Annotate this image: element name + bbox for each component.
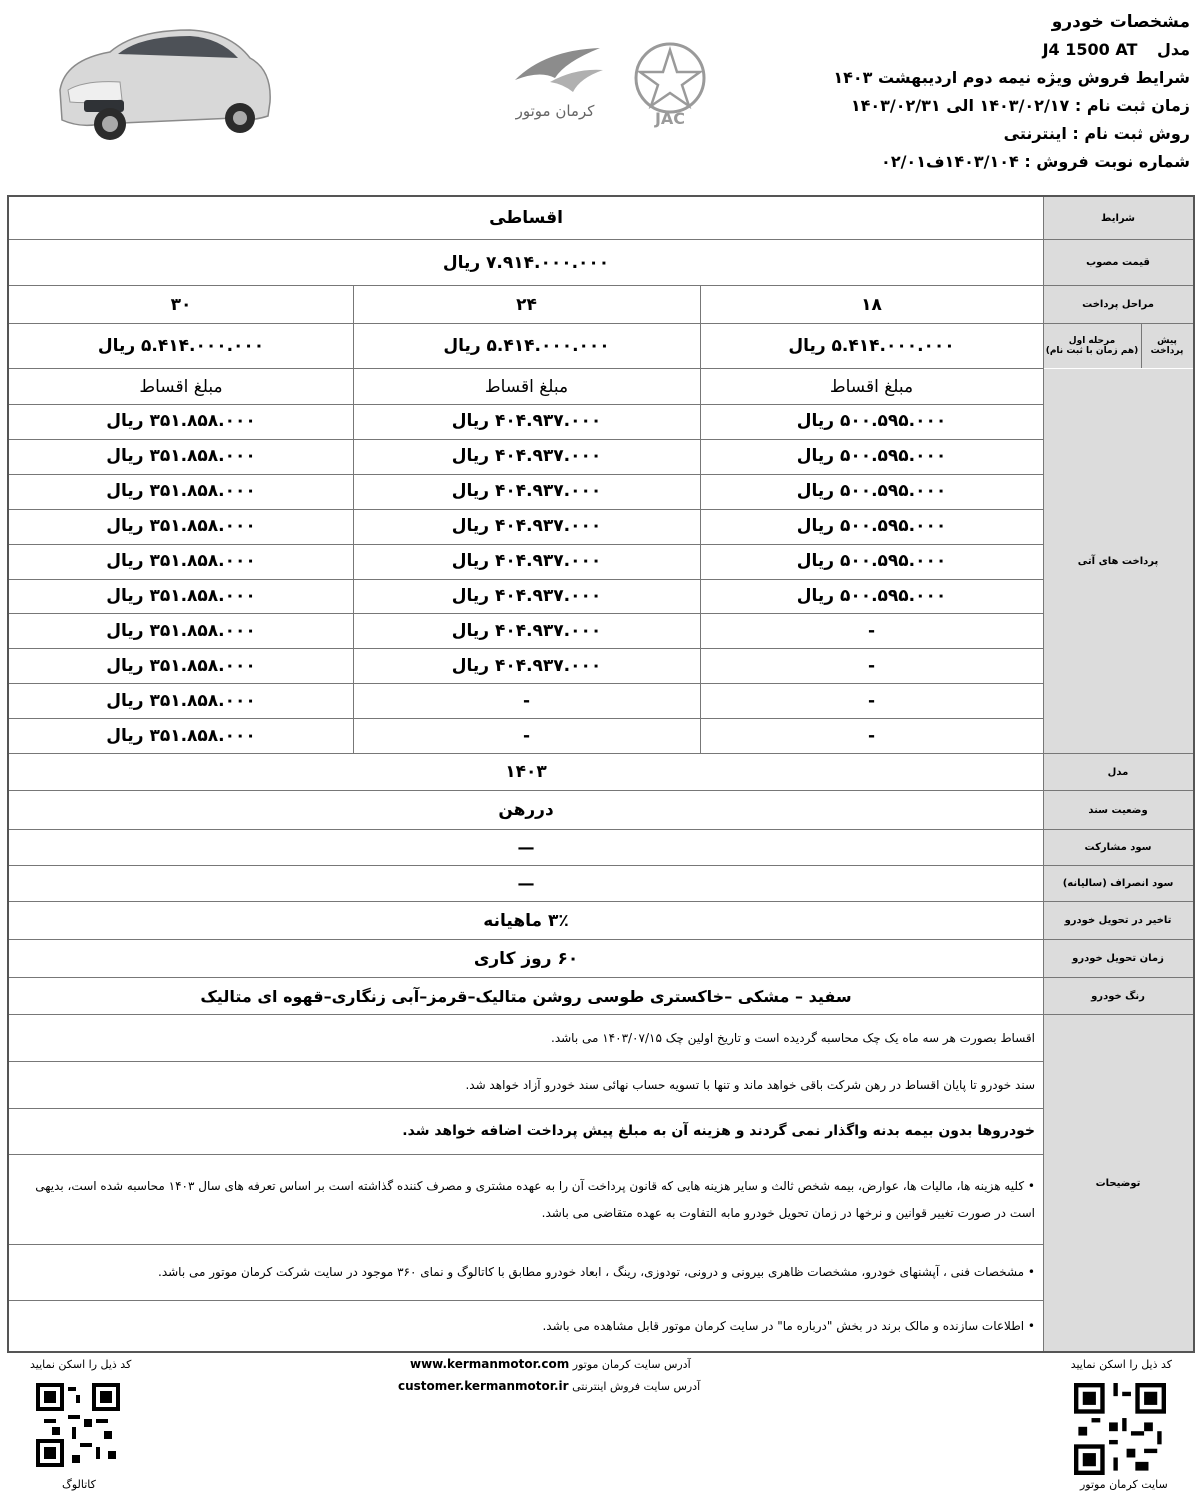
installment-amount: ۴۰۴.۹۳۷.۰۰۰ ریال	[451, 516, 602, 537]
prepayment-18: ۵.۴۱۴.۰۰۰.۰۰۰ ریال	[788, 336, 955, 356]
delivery-time-value: ۶۰ روز کاری	[473, 948, 579, 969]
installment-amount: ۴۰۴.۹۳۷.۰۰۰ ریال	[451, 655, 602, 676]
note-3: خودروها بدون بیمه بدنه واگذار نمی گردند و هزینه آن به مبلغ پیش پرداخت اضافه خواهد شد.	[402, 1123, 1035, 1139]
approved-price-value: ۷.۹۱۴.۰۰۰.۰۰۰ ریال	[442, 252, 610, 273]
kerman-motor-logo	[515, 48, 603, 92]
shop-url[interactable]: customer.kermanmotor.ir	[398, 1379, 569, 1393]
conditions-value: اقساطی	[489, 208, 563, 228]
participation-profit-value: —	[517, 837, 535, 858]
site-caption: سایت کرمان موتور	[1080, 1478, 1168, 1491]
label-cancellation-profit: سود انصراف (سالیانه)	[1043, 866, 1193, 901]
label-document-status: وضعیت سند	[1043, 791, 1193, 829]
model-label: مدل	[1156, 40, 1190, 59]
installment-amount: ۵۰۰.۵۹۵.۰۰۰ ریال	[796, 481, 947, 502]
site-label: آدرس سایت کرمان موتور	[572, 1358, 691, 1371]
plan-18-months: ۱۸	[861, 294, 882, 315]
plan-30-months: ۳۰	[170, 294, 192, 315]
installment-header: مبلغ اقساط	[829, 376, 914, 397]
installment-amount: ۳۵۱.۸۵۸.۰۰۰ ریال	[106, 446, 256, 467]
scan-hint-left: کد ذیل را اسکن نمایید	[30, 1358, 132, 1371]
installment-amount: ۵۰۰.۵۹۵.۰۰۰ ریال	[796, 446, 947, 467]
installment-header: مبلغ اقساط	[139, 376, 223, 397]
installment-amount: ۴۰۴.۹۳۷.۰۰۰ ریال	[451, 446, 602, 467]
page-header	[0, 0, 1200, 195]
brand-logos	[505, 40, 725, 130]
label-participation-profit: سود مشارکت	[1043, 830, 1193, 865]
first-stage-text: مرحله اول	[1068, 336, 1116, 346]
installment-amount: ۵۰۰.۵۹۵.۰۰۰ ریال	[796, 551, 947, 572]
registration-method: روش ثبت نام : اینترنتی	[1003, 124, 1190, 143]
cancellation-profit-value: —	[517, 873, 535, 894]
jac-logo	[636, 44, 704, 112]
installment-amount: ۳۵۱.۸۵۸.۰۰۰ ریال	[106, 411, 256, 432]
installment-amount: ۳۵۱.۸۵۸.۰۰۰ ریال	[106, 690, 256, 711]
installment-amount: ۵۰۰.۵۹۵.۰۰۰ ریال	[796, 411, 947, 432]
installment-amount: ۳۵۱.۸۵۸.۰۰۰ ریال	[106, 551, 256, 572]
prepayment-24: ۵.۴۱۴.۰۰۰.۰۰۰ ریال	[443, 336, 610, 356]
installment-amount: ۵۰۰.۵۹۵.۰۰۰ ریال	[796, 516, 947, 537]
model-year-value: ۱۴۰۳	[505, 762, 547, 782]
registration-time: زمان ثبت نام : ۱۴۰۳/۰۲/۱۷ الی ۱۴۰۳/۰۲/۳۱	[850, 96, 1190, 115]
label-payment-stages: مراحل پرداخت	[1043, 286, 1193, 323]
catalog-caption: کاتالوگ	[62, 1478, 96, 1491]
shop-label: آدرس سایت فروش اینترنتی	[572, 1380, 701, 1393]
note-2: سند خودرو تا پایان اقساط در رهن شرکت باقی خواهد ماند و تنها با تسویه حساب نهائی سند خودرو آزاد خواهد شد.	[465, 1077, 1035, 1092]
installment-amount: -	[867, 655, 876, 676]
installment-amount: -	[522, 690, 531, 711]
installment-amount: ۳۵۱.۸۵۸.۰۰۰ ریال	[106, 620, 256, 641]
installment-amount: ۳۵۱.۸۵۸.۰۰۰ ریال	[106, 516, 256, 537]
label-notes: توضیحات	[1043, 1015, 1193, 1351]
spec-title: مشخصات خودرو	[1051, 12, 1190, 32]
installment-amount: ۳۵۱.۸۵۸.۰۰۰ ریال	[106, 725, 256, 746]
jac-wordmark: JAC	[654, 109, 686, 128]
kerman-wordmark: کرمان موتور	[515, 102, 595, 120]
installment-amount: ۳۵۱.۸۵۸.۰۰۰ ریال	[106, 481, 256, 502]
plan-24-months: ۲۴	[516, 294, 537, 315]
label-delivery-delay: تاخیر در تحویل خودرو	[1043, 902, 1193, 939]
website-qr-code[interactable]	[1074, 1383, 1166, 1475]
catalog-qr-code[interactable]	[36, 1383, 120, 1467]
document-status-value: دررهن	[498, 800, 554, 820]
installment-amount: ۴۰۴.۹۳۷.۰۰۰ ریال	[451, 620, 602, 641]
note-1: اقساط بصورت هر سه ماه یک چک محاسبه گردیده است و تاریخ اولین چک ۱۴۰۳/۰۷/۱۵ می باشد.	[551, 1030, 1035, 1045]
shop-address-line	[398, 1379, 700, 1393]
site-address-line	[410, 1357, 691, 1371]
label-approved-price: قیمت مصوب	[1043, 240, 1193, 285]
model-line	[770, 36, 1190, 64]
installment-amount: ۳۵۱.۸۵۸.۰۰۰ ریال	[106, 585, 256, 606]
installment-amount: ۵۰۰.۵۹۵.۰۰۰ ریال	[796, 585, 947, 606]
label-delivery-time: زمان تحویل خودرو	[1043, 940, 1193, 977]
installment-amount: -	[522, 725, 531, 746]
vehicle-spec-block	[770, 8, 1190, 176]
label-prepayment: پیش پرداخت	[1141, 324, 1193, 368]
installment-amount: ۴۰۴.۹۳۷.۰۰۰ ریال	[451, 411, 602, 432]
sales-conditions-table	[7, 195, 1195, 1353]
scan-hint-right: کد ذیل را اسکن نمایید	[1070, 1358, 1172, 1371]
car-color-value: سفید – مشکی –خاکستری طوسی روشن متالیک–قرمز–آبی زنگاری–قهوه ای متالیک	[200, 986, 852, 1006]
sale-number: شماره نوبت فروش : ۱۴۰۳/۱۰۴ف۰۲/۰۱	[881, 152, 1190, 171]
note-4: • کلیه هزینه ها، مالیات ها، عوارض، بیمه شخص ثالث و سایر هزینه هایی که قانون پرداخت آن را به عهده مشتری و مصرف کننده گذاشته است بر اساس تعرفه های سال ۱۴۰۳ محاسبه شده است، بدیهی است در صورت تغییر قوانین و نرخها در زمان تحویل خودرو مابه التفاوت به عهده متقاضی می باشد.	[35, 1178, 1035, 1220]
page-footer	[0, 1353, 1200, 1498]
installment-amount: -	[867, 725, 876, 746]
installment-amount: ۴۰۴.۹۳۷.۰۰۰ ریال	[451, 551, 602, 572]
installment-amount: ۴۰۴.۹۳۷.۰۰۰ ریال	[451, 585, 602, 606]
installment-amount: -	[867, 620, 876, 641]
label-future-payments: پرداخت های آتی	[1043, 369, 1193, 753]
installment-amount: -	[867, 690, 876, 711]
first-stage-note: (هم زمان با ثبت نام)	[1045, 346, 1139, 356]
note-5: • مشخصات فنی ، آپشنهای خودرو، مشخصات ظاهری بیرونی و درونی، تودوزی، رینگ ، ابعاد خودرو مطابق با کاتالوگ و نمای ۳۶۰ موجود در سایت شرکت کرمان موتور می باشد.	[158, 1265, 1035, 1279]
installment-amount: ۳۵۱.۸۵۸.۰۰۰ ریال	[106, 655, 256, 676]
label-conditions: شرایط	[1043, 197, 1193, 239]
sale-terms: شرایط فروش ویژه نیمه دوم اردیبهشت ۱۴۰۳	[833, 68, 1190, 87]
car-image	[40, 20, 280, 145]
site-url[interactable]: www.kermanmotor.com	[410, 1357, 570, 1371]
label-model-year: مدل	[1043, 754, 1193, 790]
installment-header: مبلغ اقساط	[484, 376, 569, 397]
note-6: • اطلاعات سازنده و مالک برند در بخش "درباره ما" در سایت کرمان موتور قابل مشاهده می باشد.	[542, 1318, 1035, 1333]
label-first-stage	[1043, 324, 1141, 368]
label-car-color: رنگ خودرو	[1043, 978, 1193, 1014]
installment-amount: ۴۰۴.۹۳۷.۰۰۰ ریال	[451, 481, 602, 502]
prepayment-30: ۵.۴۱۴.۰۰۰.۰۰۰ ریال	[97, 336, 265, 356]
delivery-delay-value: ۳٪ ماهیانه	[483, 910, 569, 931]
model-value: J4 1500 AT	[1042, 40, 1138, 59]
